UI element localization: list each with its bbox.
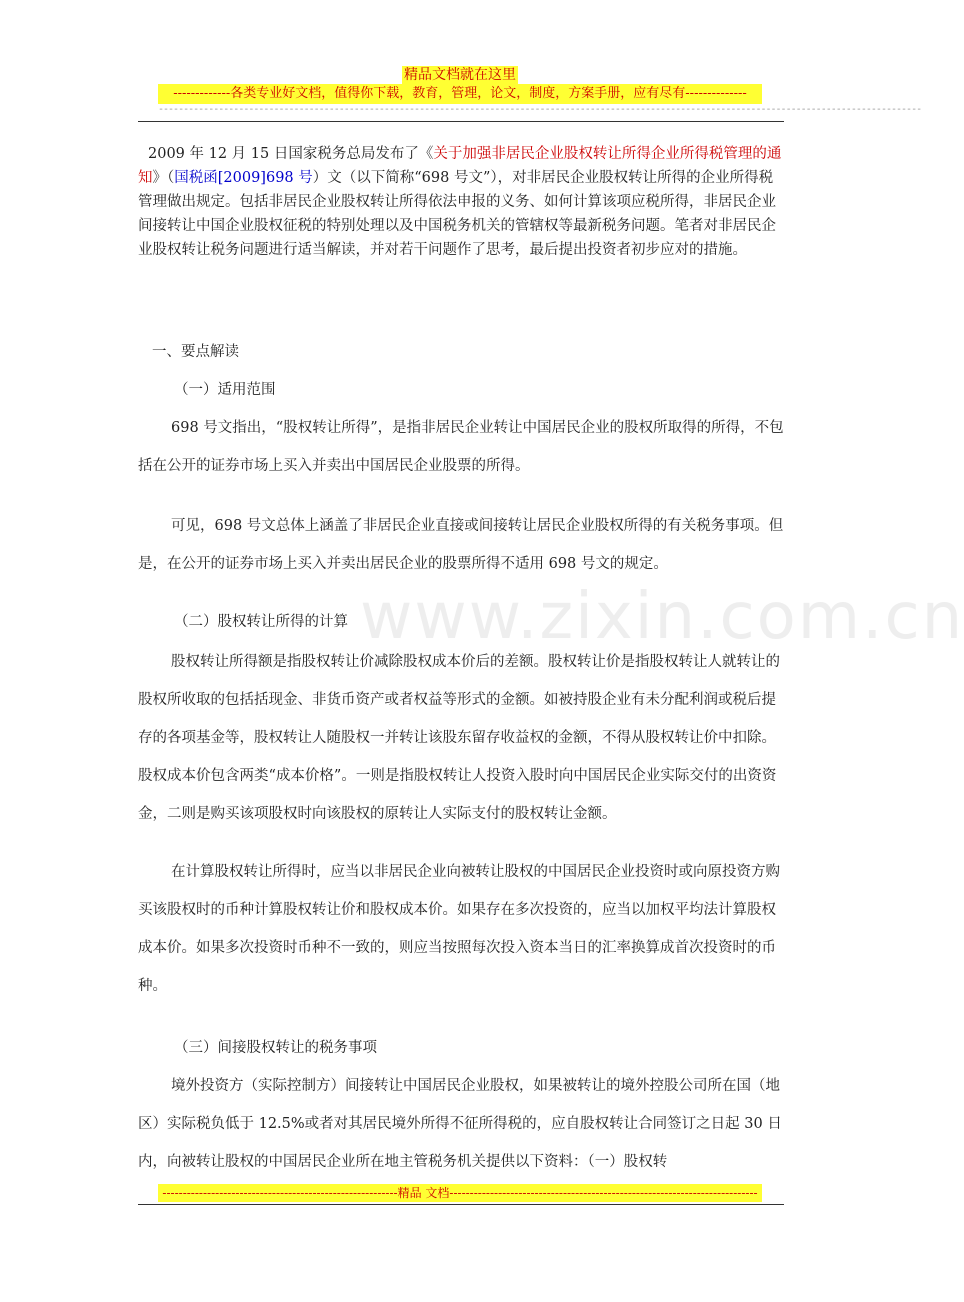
header-title-bar <box>0 64 920 84</box>
notice-number-link[interactable]: 国税函[2009]698 号 <box>174 170 313 186</box>
footer-rule <box>138 1204 784 1205</box>
paragraph-indirect-transfer: 境外投资方（实际控制方）间接转让中国居民企业股权，如果被转让的境外控股公司所在国（地区）实际税负低于 12.5%或者对其居民境外所得不征所得税的，应自股权转让合同签订之日起 30 日内，向被转让股权的中国居民企业所在地主管税务机关提供以下资料：（一）股权转 <box>138 1078 782 1170</box>
paragraph-scope-definition: 698 号文指出，“股权转让所得”，是指非居民企业转让中国居民企业的股权所取得的所得，不包括在公开的证券市场上买入并卖出中国居民企业股票的所得。 <box>138 420 784 474</box>
paragraph-scope-summary: 可见，698 号文总体上涵盖了非居民企业直接或间接转让居民企业股权所得的有关税务事项。但是，在公开的证券市场上买入并卖出居民企业的股票所得不适用 698 号文的规定。 <box>138 518 784 572</box>
footer-bar: ----------------------------------------------------------精品 文档---------------------------------------------------------------------------- <box>158 1184 762 1202</box>
header-dash-line: -------------------------------------------------------------------------------------------------------------------------------------------------------- <box>158 104 922 115</box>
intro-text-2: 》（ <box>152 170 175 186</box>
subsection-heading-scope: （一）适用范围 <box>174 382 276 398</box>
section-heading-1: 一、要点解读 <box>152 344 239 360</box>
intro-text-3: ）文（以下简称“698 号文”），对非居民企业股权转让所得的企业所得税管理做出规定。包括非居民企业股权转让所得依法申报的义务、如何计算该项应税所得，非居民企业间接转让中国企业股权征税的特别处理以及中国税务机关的管辖权等最新税务问题。笔者对非居民企业股权转让税务问题进行适当解读，并对若干问题作了思考，最后提出投资者初步应对的措施。 <box>138 170 776 258</box>
paragraph-calculation-definition: 股权转让所得额是指股权转让价减除股权成本价后的差额。股权转让价是指股权转让人就转让的股权所收取的包括括现金、非货币资产或者权益等形式的金额。如被持股企业有未分配利润或税后提存的各项基金等，股权转让人随股权一并转让该股东留存收益权的金额，不得从股权转让价中扣除。股权成本价包含两类“成本价格”。一则是指股权转让人投资入股时向中国居民企业实际交付的出资资金，二则是购买该项股权时向该股权的原转让人实际支付的股权转让金额。 <box>138 654 780 822</box>
header-title: 精品文档就在这里 <box>404 67 516 83</box>
intro-paragraph <box>138 142 784 262</box>
header-tagline: -------------各类专业好文档，值得你下载，教育，管理，论文，制度，方案手册，应有尽有-------------- <box>158 84 762 104</box>
header-rule <box>138 121 784 122</box>
notice-title-link[interactable]: 关于加强非居民企业股权转让所得企业所得税管理的通知 <box>138 146 782 186</box>
paragraph-calculation-currency: 在计算股权转让所得时，应当以非居民企业向被转让股权的中国居民企业投资时或向原投资方购买该股权时的币种计算股权转让价和股权成本价。如果存在多次投资的，应当以加权平均法计算股权成本价。如果多次投资时币种不一致的，则应当按照每次投入资本当日的汇率换算成首次投资时的币种。 <box>138 864 780 994</box>
subsection-heading-indirect: （三）间接股权转让的税务事项 <box>174 1040 377 1056</box>
watermark: www.zixin.com.cn <box>360 580 964 654</box>
subsection-heading-calculation: （二）股权转让所得的计算 <box>174 614 348 630</box>
intro-text-1: 2009 年 12 月 15 日国家税务总局发布了《 <box>148 146 434 162</box>
